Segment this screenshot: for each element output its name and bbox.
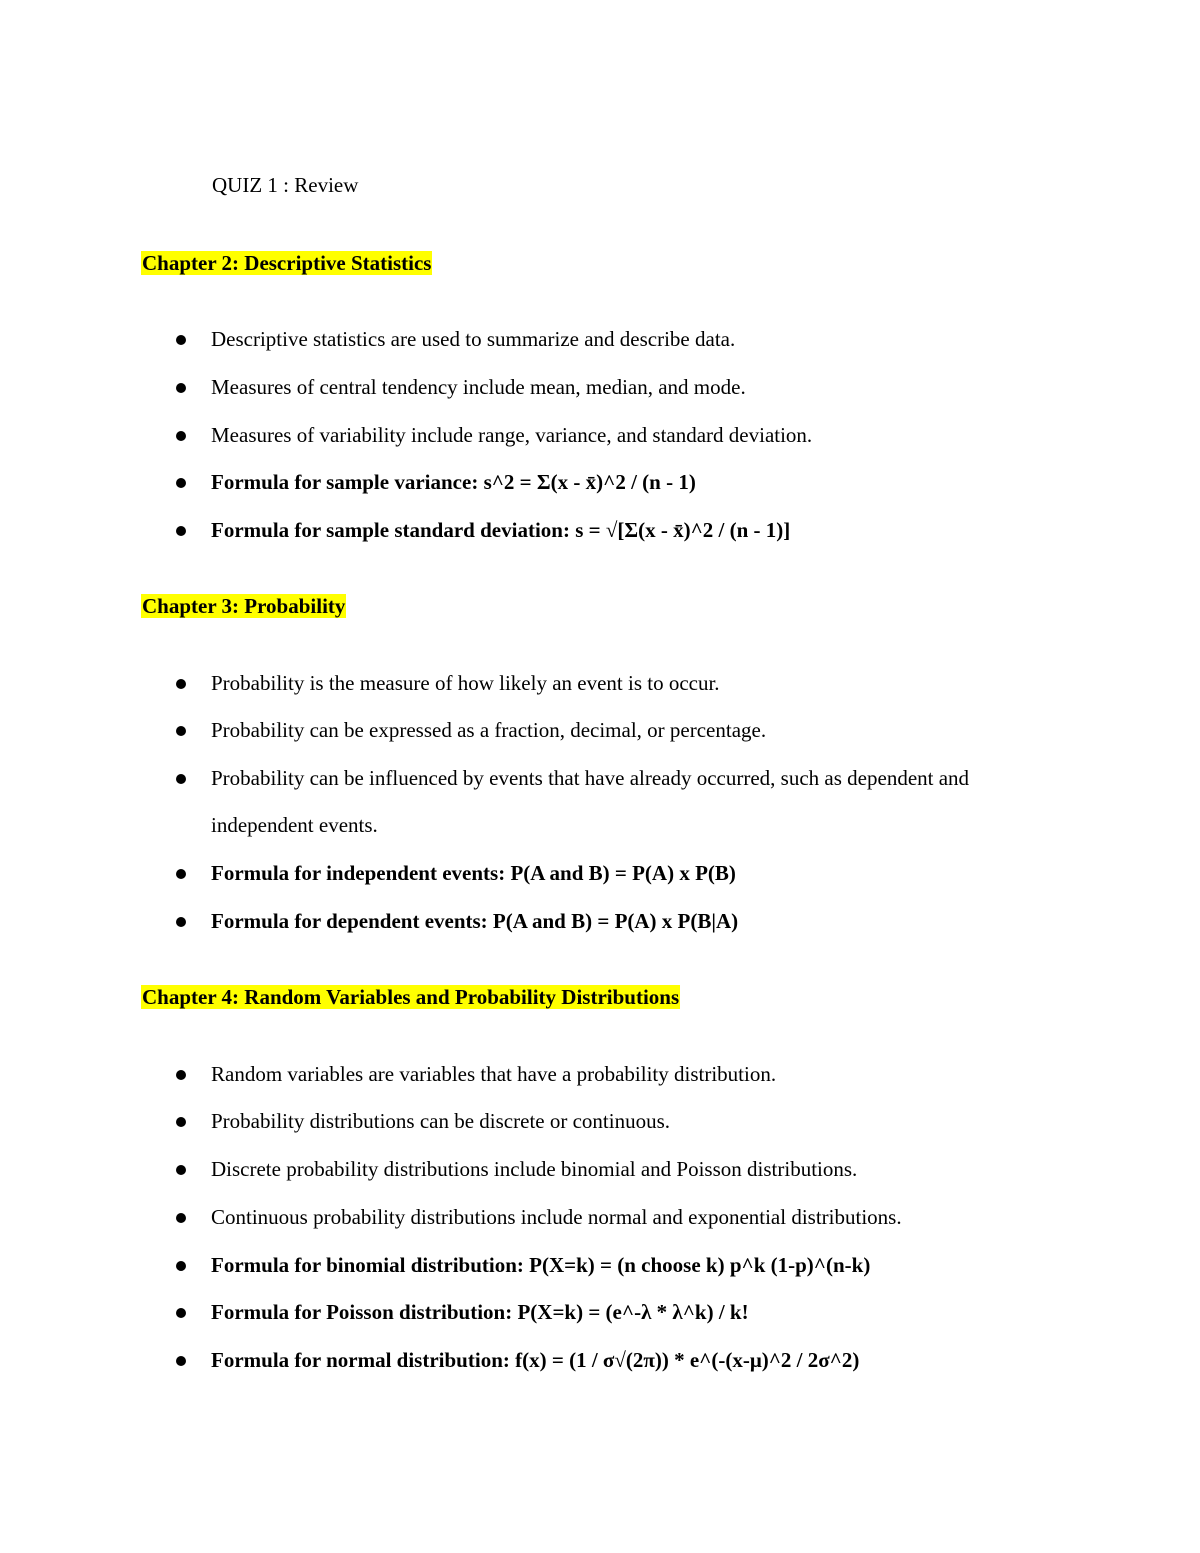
bullet-icon [176, 478, 186, 488]
bullet-text: Measures of variability include range, variance, and standard deviation. [211, 423, 813, 447]
bullet-icon [176, 869, 186, 879]
bullet-icon [176, 917, 186, 927]
bullet-text: Discrete probability distributions include binomial and Poisson distributions. [211, 1157, 858, 1181]
bullet-text: Continuous probability distributions include normal and exponential distributions. [211, 1205, 902, 1229]
bullet-text [211, 906, 738, 936]
bullet-text: Probability is the measure of how likely an event is to occur. [211, 671, 720, 695]
formula-label: Formula for Poisson distribution: [211, 1300, 513, 1324]
chapter-heading-text: Chapter 3: Probability [142, 594, 346, 618]
bullet-text: Random variables are variables that have a probability distribution. [211, 1062, 777, 1086]
formula-label: Formula for dependent events: [211, 909, 488, 933]
chapter-heading-text: Chapter 4: Random Variables and Probability Distributions [142, 985, 680, 1009]
bullet-icon [176, 431, 186, 441]
bullet-text [211, 858, 736, 888]
bullet-text [211, 515, 790, 545]
bullet-icon [176, 383, 186, 393]
formula-label: Formula for binomial distribution: [211, 1253, 524, 1277]
bullet-text: Probability can be influenced by events that have already occurred, such as dependent and independent events. [211, 766, 970, 837]
chapter-4-heading [141, 982, 680, 1012]
document-title: QUIZ 1 : Review [212, 173, 359, 197]
formula-text: P(A and B) = P(A) x P(B) [510, 861, 736, 885]
chapter-3-heading [141, 591, 346, 621]
bullet-icon [176, 1070, 186, 1080]
bullet-icon [176, 1356, 186, 1366]
bullet-icon [176, 335, 186, 345]
formula-label: Formula for sample variance: [211, 470, 479, 494]
formula-text: s = √[Σ(x - x̄)^2 / (n - 1)] [575, 518, 791, 542]
bullet-text [211, 1250, 870, 1280]
bullet-icon [176, 1308, 186, 1318]
formula-text: P(X=k) = (e^-λ * λ^k) / k! [517, 1300, 749, 1324]
formula-text: P(A and B) = P(A) x P(B|A) [492, 909, 739, 933]
bullet-text [211, 1345, 859, 1375]
bullet-text: Measures of central tendency include mean, median, and mode. [211, 375, 746, 399]
bullet-text: Probability distributions can be discrete or continuous. [211, 1109, 671, 1133]
formula-label: Formula for independent events: [211, 861, 506, 885]
bullet-text [211, 1297, 749, 1327]
bullet-icon [176, 1213, 186, 1223]
formula-label: Formula for sample standard deviation: [211, 518, 570, 542]
bullet-icon [176, 1165, 186, 1175]
chapter-heading-text: Chapter 2: Descriptive Statistics [142, 251, 432, 275]
bullet-icon [176, 1117, 186, 1127]
bullet-icon [176, 726, 186, 736]
bullet-text: Descriptive statistics are used to summarize and describe data. [211, 327, 736, 351]
bullet-text [211, 467, 696, 497]
bullet-icon [176, 526, 186, 536]
bullet-icon [176, 774, 186, 784]
formula-text: P(X=k) = (n choose k) p^k (1-p)^(n-k) [529, 1253, 871, 1277]
formula-text: f(x) = (1 / σ√(2π)) * e^(-(x-μ)^2 / 2σ^2) [515, 1348, 860, 1372]
bullet-text: Probability can be expressed as a fraction, decimal, or percentage. [211, 718, 767, 742]
formula-label: Formula for normal distribution: [211, 1348, 510, 1372]
bullet-icon [176, 1261, 186, 1271]
bullet-icon [176, 679, 186, 689]
formula-text: s^2 = Σ(x - x̄)^2 / (n - 1) [483, 470, 696, 494]
chapter-2-heading [141, 248, 432, 278]
